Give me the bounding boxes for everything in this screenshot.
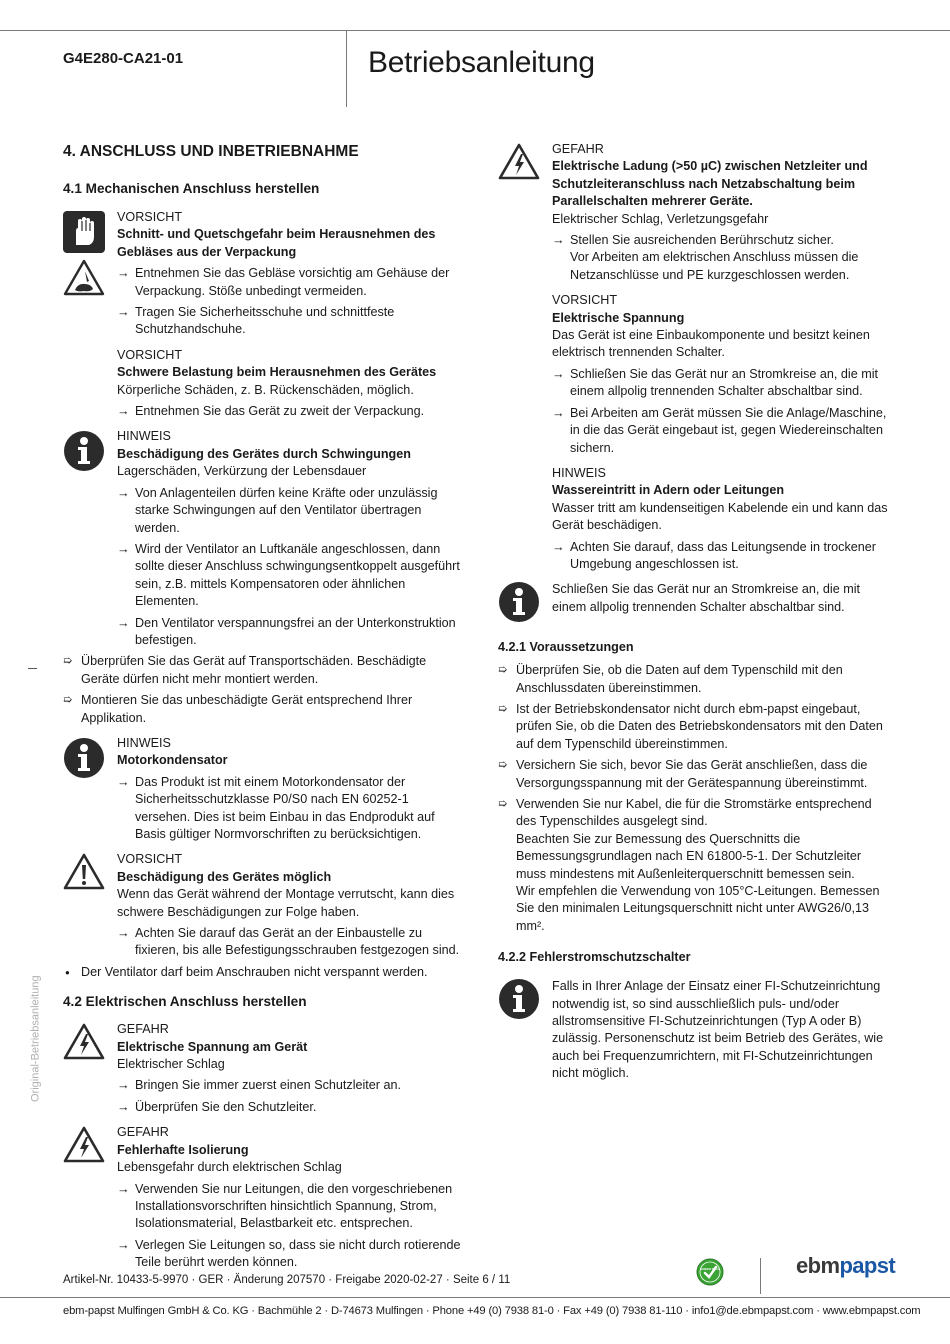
hazard-headline: Wassereintritt in Adern oder Leitungen [552,483,785,498]
cut-warning-icon [63,259,105,297]
hazard-headline: Schnitt- und Quetschgefahr beim Herausnehmen des Gebläses aus der Verpackung [117,227,436,259]
action-step: → Verwenden Sie nur Leitungen, die den vorgeschriebenen Installationsvorschriften hinsichtlich Spannung, Strom, Isolationsmaterial, Belastbarkeit etc. entsprechen. [117,1181,453,1231]
signal-word: VORSICHT [117,347,183,362]
arrow-icon: → [552,233,565,248]
right-column [498,141,890,1083]
signal-word: VORSICHT [117,852,183,867]
arrow-icon: → [117,485,130,500]
action-step-continuation: Vor Arbeiten am elektrischen Anschluss müssen die Netzanschlüsse und PE kurzgeschlossen werden. [570,250,859,282]
article-info: Artikel-Nr. 10433-5-9970 · GER · Änderung 207570 · Freigabe 2020-02-27 · Seite 6 / 11 [63,1274,511,1286]
warning-exclamation-icon [63,853,105,891]
check-continuation: Beachten Sie zur Bemessung des Querschnitts die Bemessungsgrundlagen nach EN 61800-5-1. Der Schutzleiter muss mindestens mit Außenleiterquerschnitt bemessen sein. [516,831,862,881]
subsection-4-2-1-title: 4.2.1 Voraussetzungen [498,640,634,655]
electric-hazard-icon [63,1126,105,1164]
arrow-icon: → [552,539,565,554]
arrow-icon: → [117,1078,130,1093]
signal-word: VORSICHT [552,293,618,308]
hazard-consequence: Elektrischer Schlag, Verletzungsgefahr [552,211,769,226]
footer-logo-divider [760,1258,761,1294]
check-item: ➯ Überprüfen Sie, ob die Daten auf dem Typenschild mit den Anschlussdaten übereinstimmen. [498,663,843,695]
signal-word: VORSICHT [117,210,183,224]
signal-word: GEFAHR [117,1022,169,1037]
arrow-icon: → [552,366,565,381]
info-block-switch [498,581,890,616]
arrow-icon: → [117,404,130,419]
check-arrow-icon: ➯ [498,759,508,772]
logo-ebm: ebm [796,1253,840,1278]
check-item: ➯ Montieren Sie das unbeschädigte Gerät entsprechend Ihrer Applikation. [63,693,413,725]
hazard-headline: Motorkondensator [117,753,228,768]
check-arrow-icon: ➯ [63,694,73,707]
side-label: Original-Betriebsanleitung [29,975,42,1102]
arrow-icon: → [117,615,130,630]
action-step: → Stellen Sie ausreichenden Berührschutz sicher. Vor Arbeiten am elektrischen Anschluss müssen die Netzanschlüsse und PE kurzgeschlossen werden. [552,233,859,282]
action-step: → Achten Sie darauf, dass das Leitungsende in trockener Umgebung angeschlossen ist. [552,539,876,571]
check-arrow-icon: ➯ [498,664,508,677]
top-rule [0,30,950,31]
greentech-badge [696,1258,724,1286]
arrow-icon: → [117,266,130,281]
signal-word: HINWEIS [117,735,171,750]
action-step: → Das Produkt ist mit einem Motorkondensator der Sicherheitsschutzklasse P0/S0 nach EN 60252-1 versehen. Dies ist beim Einbau in das Endprodukt auf Basis gültiger Normvorschriften zu berücksichtigen. [117,774,435,841]
document-title: Betriebsanleitung [368,46,595,79]
check-item: ➯ Überprüfen Sie das Gerät auf Transportschäden. Beschädigte Geräte dürfen nicht mehr montiert werden. [63,654,427,686]
signal-word: GEFAHR [117,1125,169,1140]
section-title: 4. ANSCHLUSS UND INBETRIEBNAHME [63,143,359,160]
left-column [63,142,463,1272]
greentech-badge-icon [696,1258,724,1286]
signal-word: GEFAHR [552,142,604,156]
danger-block-charge [498,141,890,284]
hazard-consequence: Das Gerät ist eine Einbaukomponente und besitzt keinen elektrisch trennenden Schalter. [552,328,870,360]
hazard-consequence: Elektrischer Schlag [117,1057,225,1072]
check-item: ➯ Verwenden Sie nur Kabel, die für die Stromstärke entsprechend des Typenschildes ausgelegt sind. Beachten Sie zur Bemessung des Querschnitts die Bemessungsgrundlagen nach EN 61800-5-1. Der Schutzleiter muss mindestens mit Außenleiterquerschnitt bemessen sein. Wir empfehlen die Verwendung von 105°C-Leitungen. Bemessen Sie den minimalen Leitungsquerschnitt nicht unter AWG26/0,13 mm². [498,797,880,933]
danger-block-voltage [63,1021,463,1116]
action-step: → Bei Arbeiten am Gerät müssen Sie die Anlage/Maschine, in die das Gerät eingebaut ist, gegen Wiedereinschalten sichern. [552,405,887,455]
margin-mark [28,668,37,669]
info-block-rcd [498,978,890,1082]
arrow-icon: → [117,305,130,320]
subsection-4-1-title: 4.1 Mechanischen Anschluss herstellen [63,181,320,196]
hazard-headline: Beschädigung des Gerätes durch Schwingungen [117,446,411,461]
company-info: ebm-papst Mulfingen GmbH & Co. KG · Bachmühle 2 · D-74673 Mulfingen · Phone +49 (0) 7938 81-0 · Fax +49 (0) 7938 81-110 · info1@de.ebmpapst.com · www.ebmpapst.com [63,1305,921,1317]
action-step: → Bringen Sie immer zuerst einen Schutzleiter an. [117,1077,463,1094]
action-step: → Tragen Sie Sicherheitsschuhe und schnittfeste Schutzhandschuhe. [117,305,395,337]
arrow-icon: → [117,1237,130,1252]
greentech-badge-text: GREEN TECH [700,1267,720,1271]
bullet-dot-icon: ● [65,967,70,977]
protective-gloves-icon [63,211,105,253]
model-number: G4E280-CA21-01 [63,50,184,67]
icon-stack [63,211,105,297]
hazard-headline: Elektrische Ladung (>50 µC) zwischen Netzleiter und Schutzleiteranschluss nach Netzabschaltung beim Parallelschalten mehrerer Geräte. [552,159,868,209]
action-step: → Überprüfen Sie den Schutzleiter. [117,1099,463,1116]
check-arrow-icon: ➯ [498,798,508,810]
action-step: → Den Ventilator verspannungsfrei an der Unterkonstruktion befestigen. [117,615,456,647]
caution-block-damage [63,851,463,959]
arrow-icon: → [117,774,130,789]
hazard-consequence: Wenn das Gerät während der Montage verrutscht, kann dies schwere Beschädigungen zur Folge haben. [117,887,455,919]
action-step: → Entnehmen Sie das Gerät zu zweit der Verpackung. [117,403,463,420]
action-step: → Wird der Ventilator an Luftkanäle angeschlossen, dann sollte dieser Anschluss schwingungsentkoppelt ausgeführt sein, z.B. mittels Kompensatoren oder ähnlichen Elementen. [117,541,460,609]
hazard-consequence: Wasser tritt am kundenseitigen Kabelende ein und kann das Gerät beschädigen. [552,500,888,533]
hazard-headline: Elektrische Spannung [552,310,685,325]
danger-block-insulation [63,1124,463,1271]
action-step: → Von Anlagenteilen dürfen keine Kräfte oder unzulässig starke Schwingungen auf den Ventilator übertragen werden. [117,485,438,535]
info-text: Falls in Ihrer Anlage der Einsatz einer FI-Schutzeinrichtung notwendig ist, so sind ausschließlich puls- und/oder allstromsensitive FI-Schutzeinrichtungen (Typ A oder B) zulässig. Personenschutz ist beim Betrieb des Gerätes, wie auch bei Frequenzumrichtern, mit FI-Schutzeinrichtungen nicht möglich. [552,979,884,1081]
notice-block-water [498,465,890,573]
check-arrow-icon: ➯ [63,655,73,668]
check-item: ➯ Ist der Betriebskondensator nicht durch ebm-papst eingebaut, prüfen Sie, ob die Daten des Betriebskondensators mit den Daten auf dem Typenschild übereinstimmen. [498,701,883,751]
electric-hazard-icon [498,143,540,181]
hazard-headline: Elektrische Spannung am Gerät [117,1039,308,1054]
arrow-icon: → [117,1099,130,1114]
logo-papst: papst [839,1253,896,1278]
ebmpapst-logo [796,1253,896,1278]
notice-block-vibration [63,428,463,649]
check-continuation: Wir empfehlen die Verwendung von 105°C-Leitungen. Bemessen Sie den minimalen Leitungsquerschnitt nicht unter AWG26/0,13 mm². [516,884,880,933]
subsection-4-2-title: 4.2 Elektrischen Anschluss herstellen [63,994,307,1010]
info-icon [498,978,540,1020]
action-step: → Verlegen Sie Leitungen so, dass sie nicht durch rotierende Teile berührt werden können. [117,1237,461,1270]
notice-block-capacitor [63,735,463,843]
info-icon [63,430,105,472]
signal-word: HINWEIS [552,465,606,480]
hazard-consequence: Lagerschäden, Verkürzung der Lebensdauer [117,464,367,479]
action-step: → Achten Sie darauf das Gerät an der Einbaustelle zu fixieren, bis alle Befestigungsschrauben festgezogen sind. [117,926,460,958]
action-step: → Schließen Sie das Gerät nur an Stromkreise an, die mit einem allpolig trennenden Schalter abschaltbar sind. [552,366,878,399]
hazard-headline: Schwere Belastung beim Herausnehmen des Gerätes [117,365,437,380]
bullet-item: ● Der Ventilator darf beim Anschrauben nicht verspannt werden. [63,964,463,981]
header-divider [346,30,347,107]
hazard-headline: Fehlerhafte Isolierung [117,1142,249,1157]
subsection-4-2-2-title: 4.2.2 Fehlerstromschutzschalter [498,950,691,965]
hazard-consequence: Lebensgefahr durch elektrischen Schlag [117,1160,342,1175]
action-step: → Entnehmen Sie das Gebläse vorsichtig am Gehäuse der Verpackung. Stöße unbedingt vermeiden. [117,266,450,298]
check-item: ➯ Versichern Sie sich, bevor Sie das Gerät anschließen, dass die Versorgungsspannung mit der Gerätespannung übereinstimmt. [498,758,868,790]
check-arrow-icon: ➯ [498,702,508,715]
electric-hazard-icon [63,1023,105,1061]
arrow-icon: → [117,926,130,941]
hazard-consequence: Körperliche Schäden, z. B. Rückenschäden, möglich. [117,382,414,397]
hazard-headline: Beschädigung des Gerätes möglich [117,869,332,884]
arrow-icon: → [117,1181,130,1196]
info-icon [498,581,540,623]
signal-word: HINWEIS [117,429,171,444]
caution-block-voltage [498,292,890,457]
info-text: Schließen Sie das Gerät nur an Stromkreise an, die mit einem allpolig trennenden Schalter abschaltbar sind. [552,582,860,614]
info-icon [63,737,105,779]
caution-block-weight [63,347,463,421]
arrow-icon: → [552,405,565,420]
footer-rule [0,1297,950,1298]
arrow-icon: → [117,541,130,556]
caution-block-cut [63,209,463,339]
